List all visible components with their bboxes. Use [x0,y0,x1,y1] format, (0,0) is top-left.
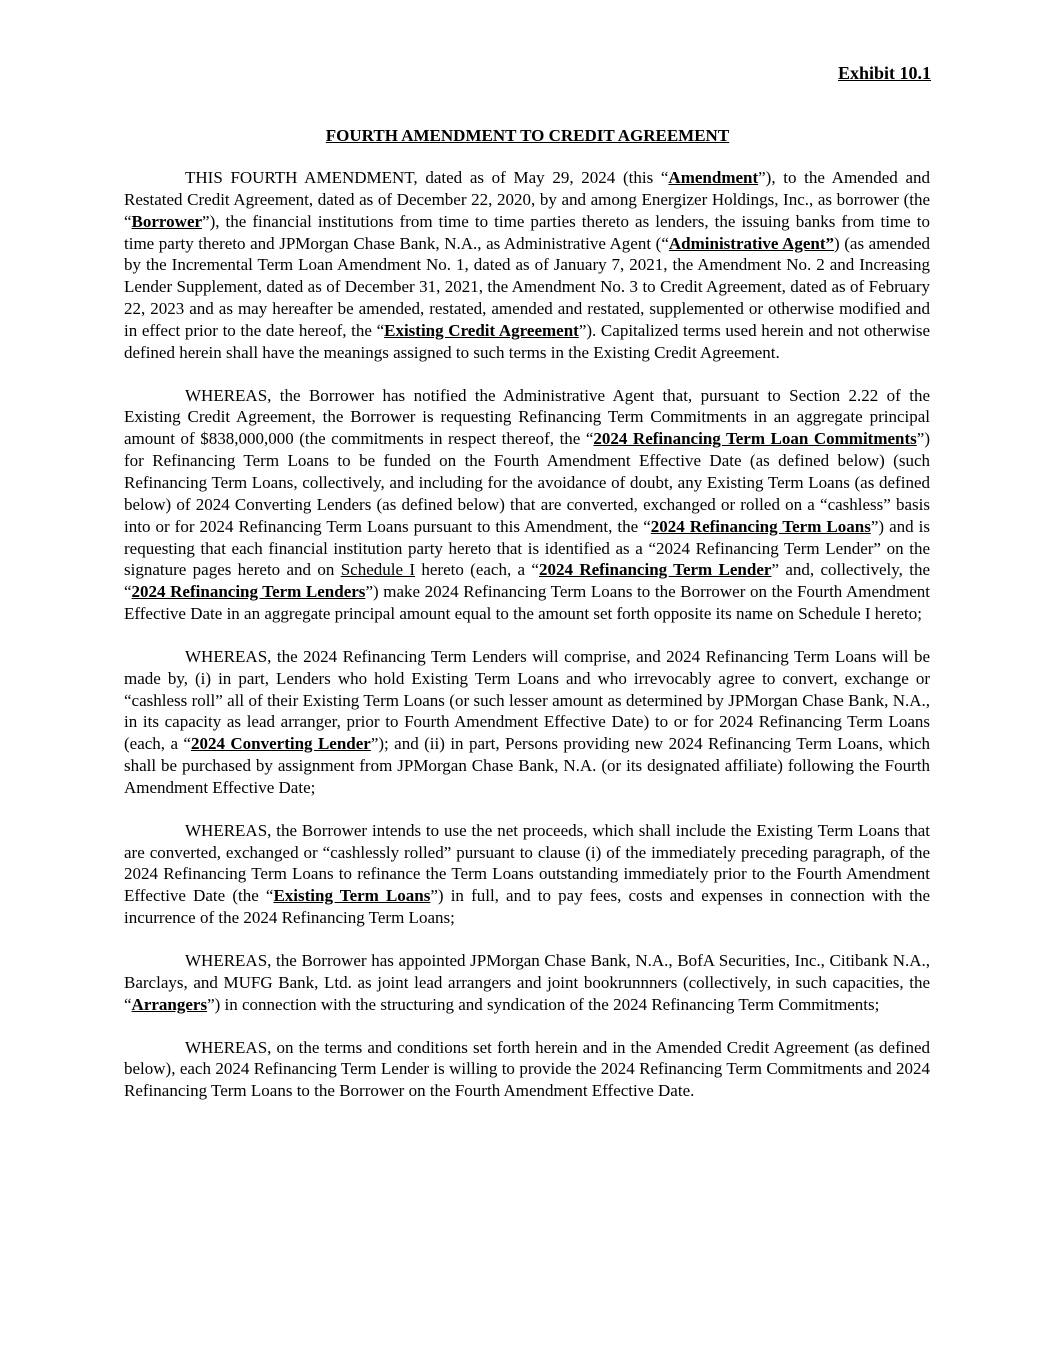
exhibit-label: Exhibit 10.1 [837,63,931,83]
text: WHEREAS, the Borrower intends to use the net proceeds, which shall include the Existing Term Loans that are converted, exchanged or “cashlessly rolled” pursuant to clause (i) of the immediately preceding paragraph, of the 2024 Refinancing Term Loans to refinance the Term Loans outstanding immediately prior to the Fourth Amendment Effective Date (the “ [124,820,930,906]
defined-term: Existing Credit Agreement [384,320,579,340]
text: ”) in full, and to pay fees, costs and expenses in connection with the incurrence of the 2024 Refinancing Term Loans; [124,886,930,928]
text: ”) make 2024 Refinancing Term Loans to the Borrower on the Fourth Amendment Effective Date in an aggregate principal amount equal to the amount set forth opposite its name on Schedule I hereto; [124,582,931,624]
paragraph-whereas-4 [124,950,930,1016]
text: ”) for Refinancing Term Loans to be funded on the Fourth Amendment Effective Date (as defined below) (such Refinancing Term Loans, collectively, and including for the avoidance of doubt, any Existing Term Loans (as defined below) of 2024 Converting Lenders (as defined below) that are converted, exchanged or rolled on a “cashless” basis into or for 2024 Refinancing Term Loans pursuant to this Amendment, the “ [124,429,930,536]
text: WHEREAS, on the terms and conditions set forth herein and in the Amended Credit Agreement (as defined below), each 2024 Refinancing Term Lender is willing to provide the 2024 Refinancing Term Commitments and 2024 Refinancing Term Loans to the Borrower on the Fourth Amendment Effective Date. [124,1037,930,1101]
defined-term: Borrower [131,211,203,231]
defined-term: 2024 Refinancing Term Loans [650,516,871,536]
defined-term: Arrangers [131,994,208,1014]
document-body [124,167,930,1123]
text: ”); and (ii) in part, Persons providing new 2024 Refinancing Term Loans, which shall be purchased by assignment from JPMorgan Chase Bank, N.A. (or its designated affiliate) following the Fourth Amendment Effective Date; [124,734,931,797]
paragraph-preamble [124,167,930,364]
text: ” and, collectively, the “ [124,560,930,602]
defined-term: Administrative Agent” [668,233,835,253]
text: ”), to the Amended and Restated Credit Agreement, dated as of December 22, 2020, by and among Energizer Holdings, Inc., as borrower (the “ [124,168,931,231]
defined-term: 2024 Refinancing Term Lenders [131,582,366,602]
paragraph-whereas-2 [124,646,930,799]
defined-term: 2024 Refinancing Term Lender [538,560,772,580]
defined-term: Existing Term Loans [273,886,431,906]
paragraph-whereas-3 [124,820,930,929]
paragraph-whereas-1 [124,385,930,625]
text: ”) and is requesting that each financial institution party hereto that is identified as a “2024 Refinancing Term Lender” on the signature pages hereto and on [124,516,930,580]
text: WHEREAS, the 2024 Refinancing Term Lenders will comprise, and 2024 Refinancing Term Loans will be made by, (i) in part, Lenders who hold Existing Term Loans and who irrevocably agree to convert, exchange or “cashless roll” all of their Existing Term Loans (or such lesser amount as determined by JPMorgan Chase Bank, N.A., in its capacity as lead arranger, prior to Fourth Amendment Effective Date) to or for 2024 Refinancing Term Loans (each, a “ [124,646,930,754]
text: WHEREAS, the Borrower has appointed JPMorgan Chase Bank, N.A., BofA Securities, Inc., Citibank N.A., Barclays, and MUFG Bank, Ltd. as joint lead arrangers and joint bookrunnners (collectively, in such capacities, the “ [124,951,930,1014]
paragraph-whereas-5 [124,1037,930,1103]
text: ”). Capitalized terms used herein and not otherwise defined herein shall have the meanings assigned to such terms in the Existing Credit Agreement. [124,320,930,362]
text: ) (as amended by the Incremental Term Loan Amendment No. 1, dated as of January 7, 2021, the Amendment No. 2 and Increasing Lender Supplement, dated as of December 31, 2021, the Amendment No. 3 to Credit Agreement, dated as of February 22, 2023 and as may hereafter be amended, restated, amended and restated, supplemented or otherwise modified and in effect prior to the date hereof, the “ [124,233,931,340]
text: THIS FOURTH AMENDMENT, dated as of May 29, 2024 (this “ [185,168,669,187]
defined-term: 2024 Refinancing Term Loan Commitments [593,429,917,449]
text: hereto (each, a “ [415,560,539,580]
text: ”) in connection with the structuring and syndication of the 2024 Refinancing Term Commitments; [207,994,880,1014]
schedule-reference: Schedule I [340,560,416,580]
defined-term: 2024 Converting Lender [190,734,371,754]
text: ”), the financial institutions from time to time parties thereto as lenders, the issuing banks from time to time party thereto and JPMorgan Chase Bank, N.A., as Administrative Agent (“ [124,211,930,253]
defined-term: Amendment [668,168,759,187]
document-title: FOURTH AMENDMENT TO CREDIT AGREEMENT [325,126,730,145]
text: WHEREAS, the Borrower has notified the Administrative Agent that, pursuant to Section 2.22 of the Existing Credit Agreement, the Borrower is requesting Refinancing Term Commitments in an aggregate principal amount of $838,000,000 (the commitments in respect thereof, the “ [124,385,930,449]
